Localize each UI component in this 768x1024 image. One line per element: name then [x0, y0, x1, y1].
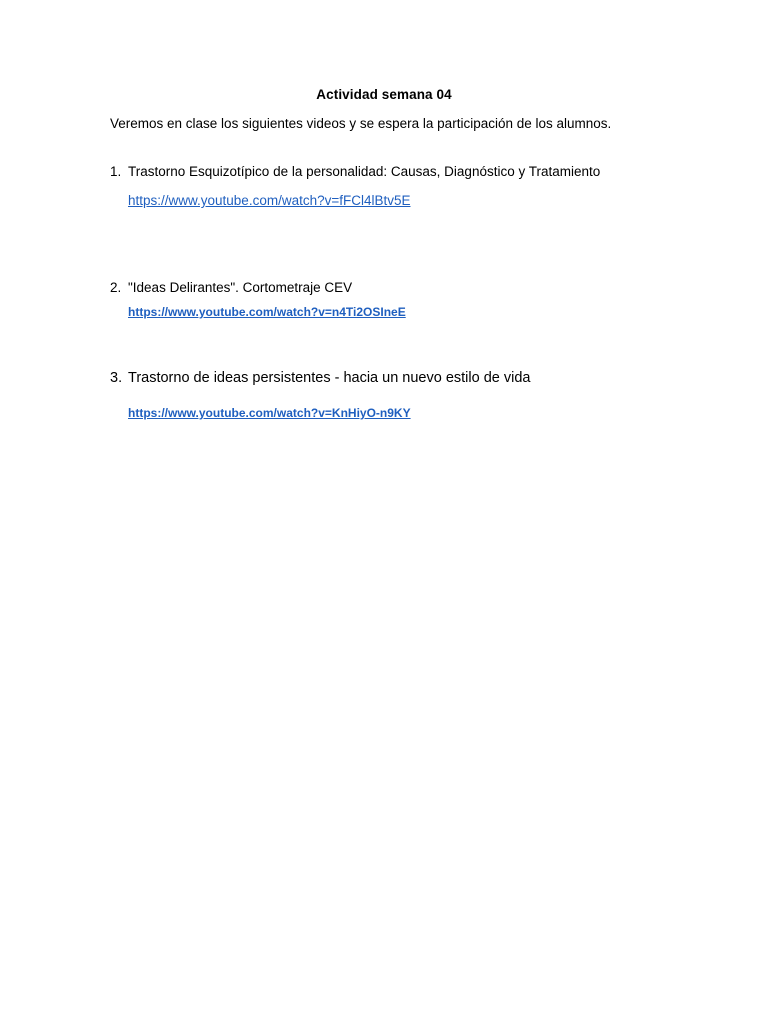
- list-item-3-link[interactable]: https://www.youtube.com/watch?v=KnHiyO-n9KY: [128, 406, 411, 420]
- list-item-3-number: 3.: [110, 370, 123, 386]
- page-title: Actividad semana 04: [316, 87, 452, 102]
- list-item-2-link[interactable]: https://www.youtube.com/watch?v=n4Ti2OSIneE: [128, 305, 406, 319]
- list-item-1-number: 1.: [110, 164, 122, 179]
- list-item-2-heading: [110, 280, 352, 295]
- intro-paragraph: Veremos en clase los siguientes videos y se espera la participación de los alumnos.: [110, 116, 612, 131]
- list-item-1-title: Trastorno Esquizotípico de la personalidad: Causas, Diagnóstico y Tratamiento: [128, 164, 601, 179]
- list-item-2-title: "Ideas Delirantes". Cortometraje CEV: [128, 280, 353, 295]
- list-item-1-link[interactable]: https://www.youtube.com/watch?v=fFCl4lBtv5E: [128, 193, 411, 208]
- list-item-3-heading: [110, 370, 530, 386]
- list-item-3-title: Trastorno de ideas persistentes - hacia un nuevo estilo de vida: [128, 370, 531, 386]
- list-item-1-heading: [110, 164, 600, 179]
- list-item-2-number: 2.: [110, 280, 122, 295]
